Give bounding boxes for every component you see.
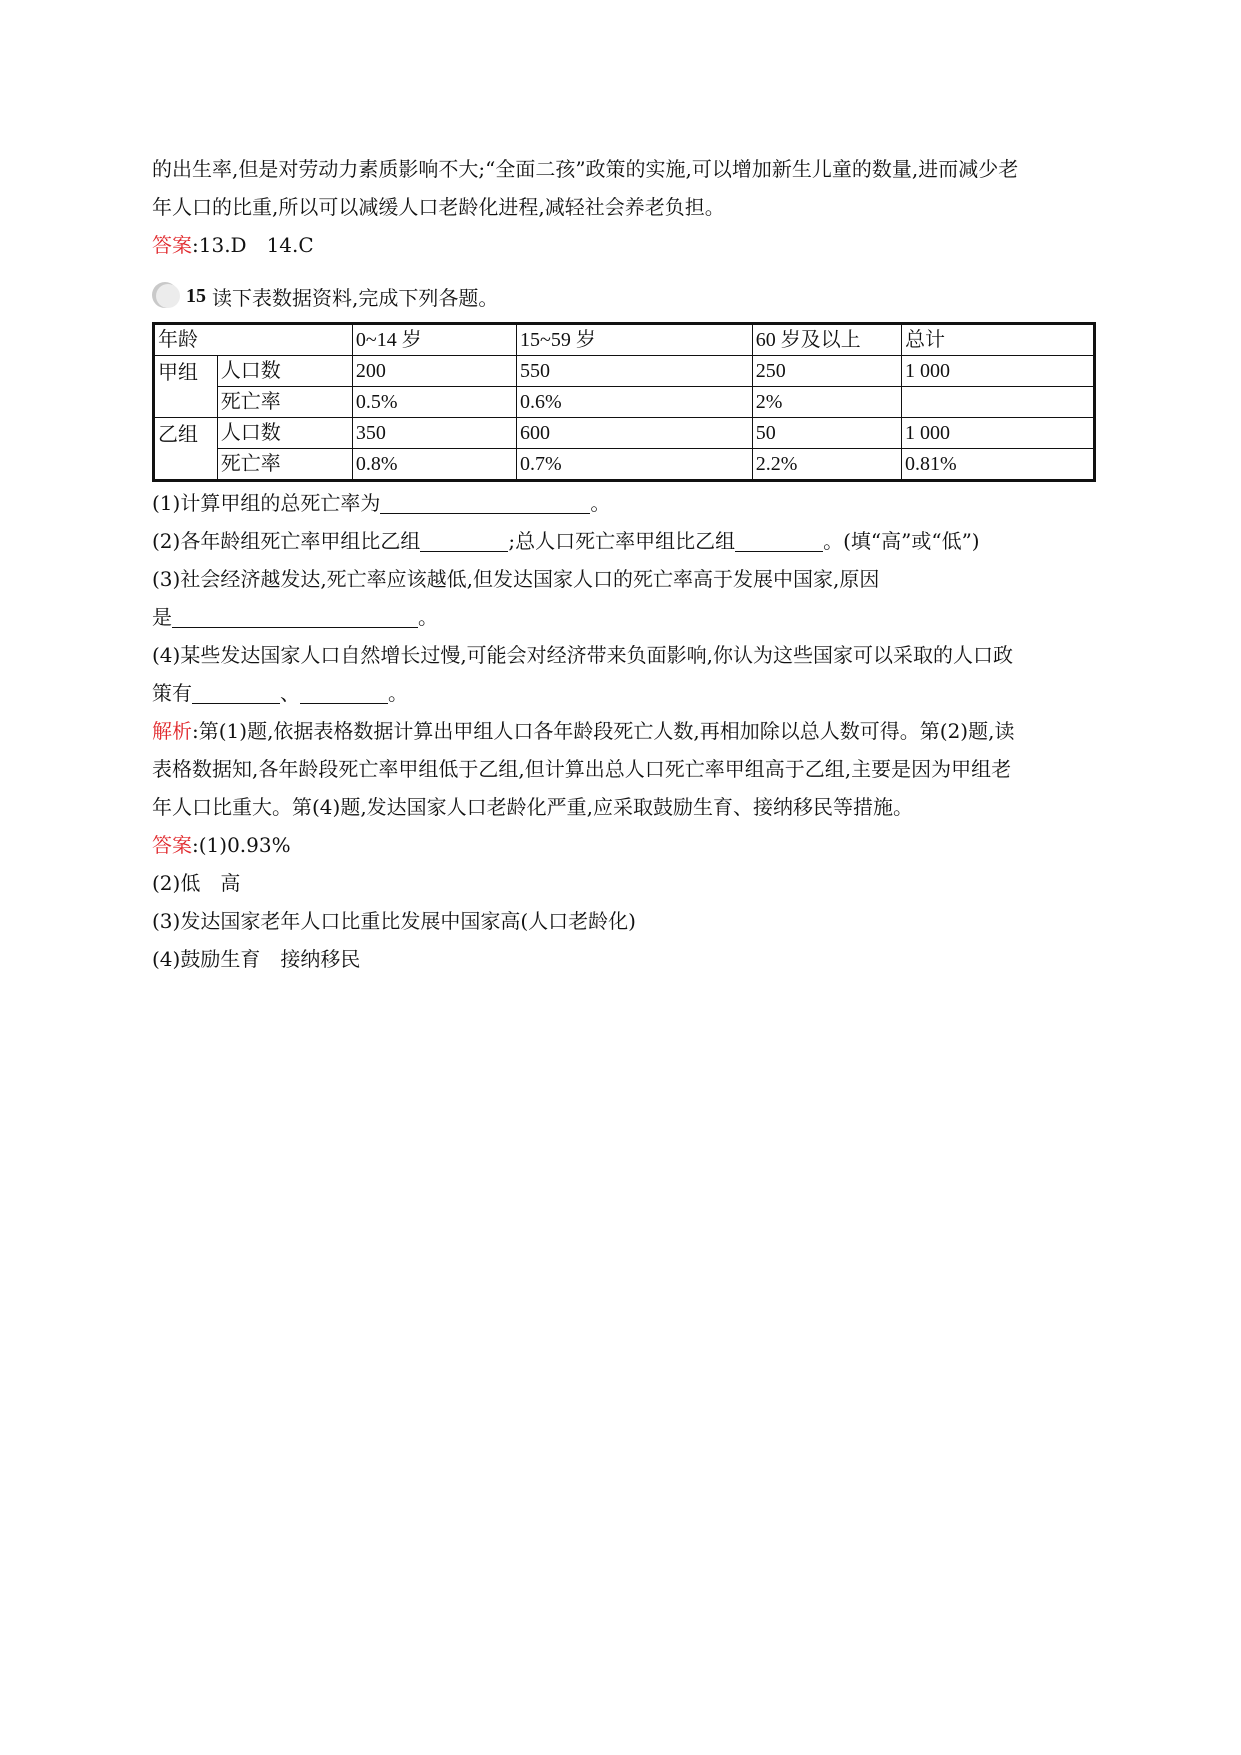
question-marker-icon — [152, 282, 180, 310]
row-label-cell: 死亡率 — [217, 449, 352, 481]
row-label-cell: 死亡率 — [217, 387, 352, 418]
table-row — [154, 449, 1095, 481]
prev-answer — [152, 226, 1096, 264]
table-cell: 0.7% — [517, 449, 753, 481]
table-cell: 550 — [517, 356, 753, 387]
table-cell: 0.81% — [901, 449, 1094, 481]
table-cell: 2.2% — [752, 449, 901, 481]
header-cell: 0~14 岁 — [352, 324, 516, 356]
table-cell — [901, 387, 1094, 418]
answer-label: 答案 — [152, 833, 192, 857]
sub4-end: 。 — [388, 681, 408, 705]
analysis-line-2: 表格数据知,各年龄段死亡率甲组低于乙组,但计算出总人口死亡率甲组高于乙组,主要是因为甲组老 — [152, 757, 1012, 781]
answer-blank[interactable] — [380, 491, 590, 514]
table-cell: 0.8% — [352, 449, 516, 481]
table-cell: 250 — [752, 356, 901, 387]
sub-question-3-line-2 — [152, 598, 1096, 636]
table-cell: 200 — [352, 356, 516, 387]
analysis-label: 解析 — [152, 719, 192, 743]
question-stem: 读下表数据资料,完成下列各题。 — [212, 285, 499, 310]
answer-blank[interactable] — [735, 529, 823, 552]
row-label-cell: 人口数 — [217, 418, 352, 449]
answer-blank[interactable] — [192, 681, 280, 704]
table-row — [154, 418, 1095, 449]
table-row — [154, 356, 1095, 387]
table-header-row — [154, 324, 1095, 356]
sub3-text: 是 — [152, 605, 172, 629]
answer-line-2: (2)低 高 — [152, 871, 241, 895]
answer-text: :(1)0.93% — [192, 833, 291, 857]
question-header — [152, 276, 1096, 316]
sub1-end: 。 — [590, 491, 611, 515]
table-cell: 2% — [752, 387, 901, 418]
answer-line-4: (4)鼓励生育 接纳移民 — [152, 947, 361, 971]
group-name-cell: 乙组 — [154, 418, 218, 481]
table-cell: 50 — [752, 418, 901, 449]
table-cell: 0.6% — [517, 387, 753, 418]
sub2-mid: ;总人口死亡率甲组比乙组 — [508, 529, 736, 553]
answer-line-3: (3)发达国家老年人口比重比发展中国家高(人口老龄化) — [152, 909, 636, 933]
header-cell: 年龄 — [154, 324, 353, 356]
prev-answer-text: :13.D 14.C — [192, 233, 314, 257]
intro-line-2: 年人口的比重,所以可以减缓人口老龄化进程,减轻社会养老负担。 — [152, 195, 725, 219]
answer-blank[interactable] — [420, 529, 508, 552]
sub-question-4-line-2 — [152, 674, 1096, 712]
sub3-end: 。 — [418, 605, 438, 629]
header-cell: 15~59 岁 — [517, 324, 753, 356]
sub-question-1 — [152, 484, 1096, 522]
sub-question-4-line-1: (4)某些发达国家人口自然增长过慢,可能会对经济带来负面影响,你认为这些国家可以采取的人口政 — [152, 643, 1014, 667]
sub-question-2 — [152, 522, 1096, 560]
question-number: 15 — [186, 284, 206, 307]
document-body — [152, 150, 1096, 978]
sub4-mid: 、 — [280, 681, 300, 705]
group-name-cell: 甲组 — [154, 356, 218, 418]
table-cell: 350 — [352, 418, 516, 449]
sub2-text: (2)各年龄组死亡率甲组比乙组 — [152, 529, 421, 553]
answer-blank[interactable] — [172, 605, 418, 628]
header-cell: 总计 — [901, 324, 1094, 356]
table-cell: 0.5% — [352, 387, 516, 418]
table-cell: 600 — [517, 418, 753, 449]
header-cell: 60 岁及以上 — [752, 324, 901, 356]
answer-label: 答案 — [152, 233, 192, 257]
sub1-text: (1)计算甲组的总死亡率为 — [152, 491, 381, 515]
sub4-text: 策有 — [152, 681, 192, 705]
table-cell: 1 000 — [901, 356, 1094, 387]
answer-line-1 — [152, 826, 1096, 864]
analysis-text: :第(1)题,依据表格数据计算出甲组人口各年龄段死亡人数,再相加除以总人数可得。第(2)题,读 — [192, 719, 1015, 743]
data-table — [152, 322, 1096, 482]
analysis-line-3: 年人口比重大。第(4)题,发达国家人口老龄化严重,应采取鼓励生育、接纳移民等措施。 — [152, 795, 914, 819]
sub-question-3-line-1: (3)社会经济越发达,死亡率应该越低,但发达国家人口的死亡率高于发展中国家,原因 — [152, 567, 880, 591]
table-row — [154, 387, 1095, 418]
table-cell: 1 000 — [901, 418, 1094, 449]
row-label-cell: 人口数 — [217, 356, 352, 387]
analysis-line-1 — [152, 712, 1096, 750]
sub2-end: 。(填“高”或“低”) — [823, 529, 980, 553]
answer-blank[interactable] — [300, 681, 388, 704]
intro-line-1: 的出生率,但是对劳动力素质影响不大;“全面二孩”政策的实施,可以增加新生儿童的数量,进而减少老 — [152, 157, 1019, 181]
